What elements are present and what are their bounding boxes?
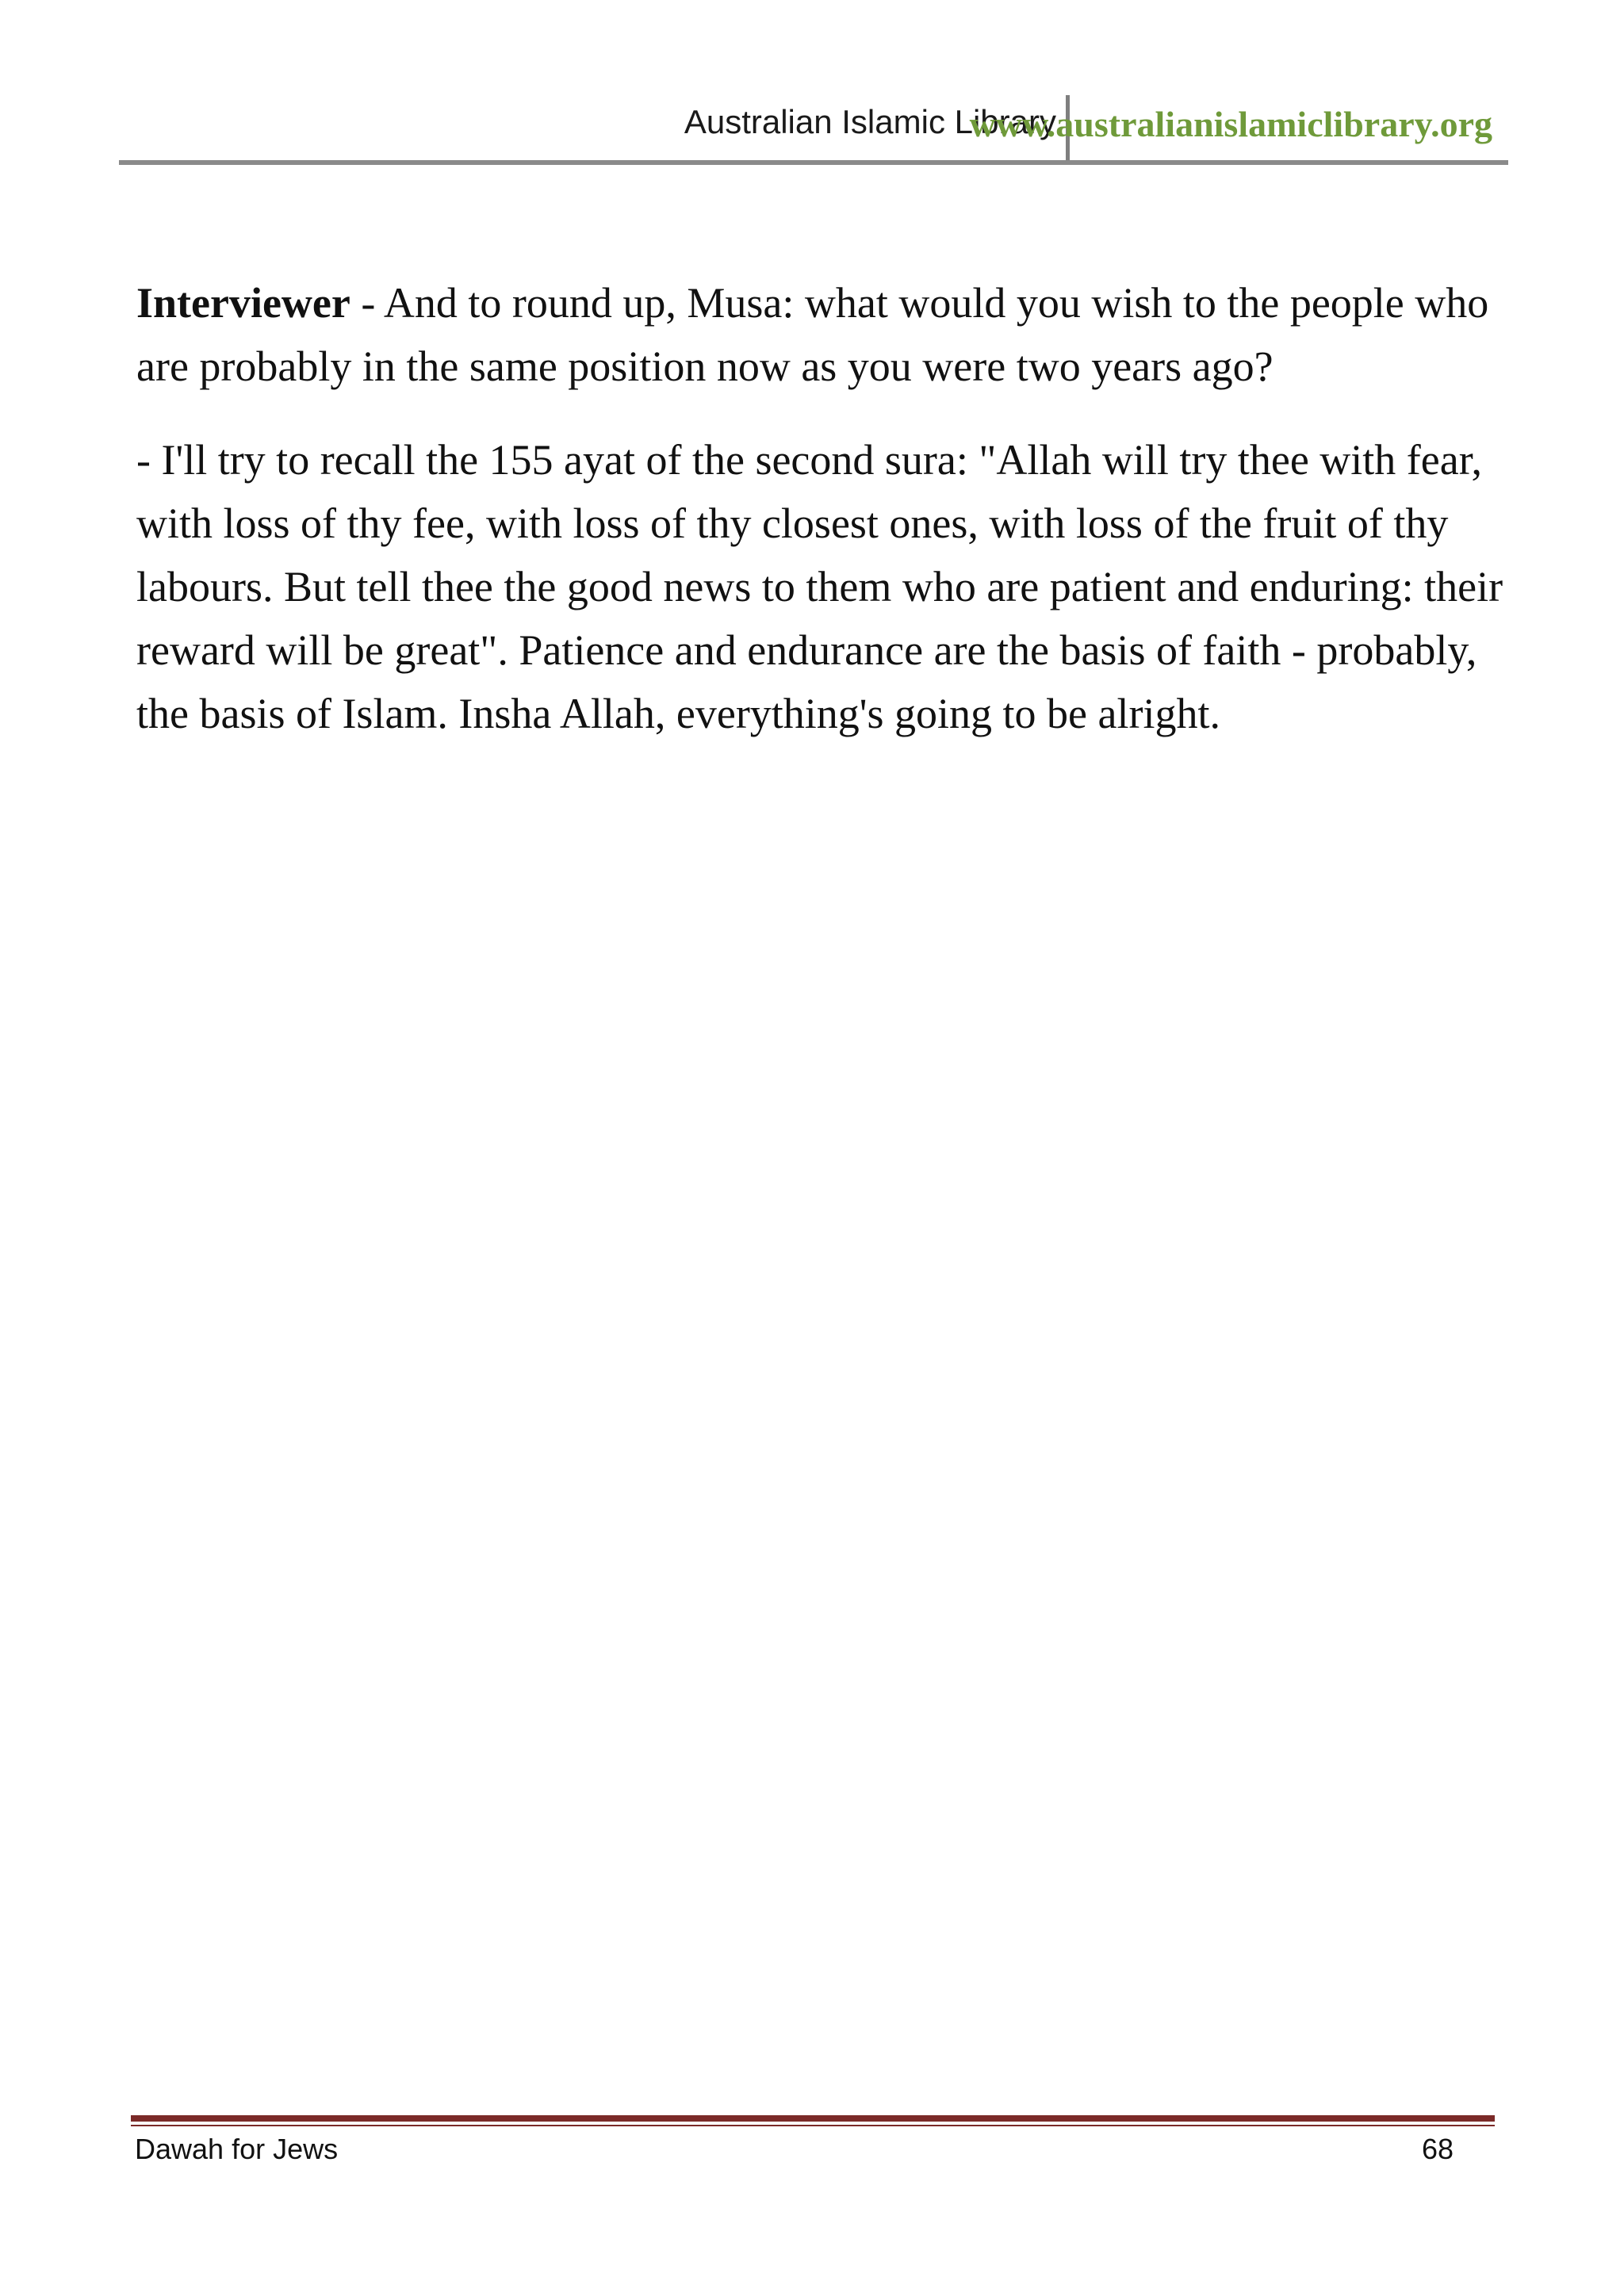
footer-page-number: 68: [1421, 2133, 1454, 2165]
interviewer-paragraph: [136, 271, 1508, 398]
footer-rule-thin: [131, 2125, 1495, 2126]
interviewer-question: - And to round up, Musa: what would you wish to the people who are probably in the same position now as you were two years ago?: [136, 279, 1489, 390]
header-library-title: Australian Islamic Library: [684, 103, 1056, 140]
page-header: [119, 95, 1508, 160]
page-content: [136, 271, 1508, 775]
speaker-label: Interviewer: [136, 279, 350, 327]
footer-rule-thick: [131, 2115, 1495, 2122]
header-website-url: www.australianislamiclibrary.org: [969, 104, 1492, 144]
header-rule: [119, 160, 1508, 165]
footer-book-title: Dawah for Jews: [135, 2133, 339, 2165]
answer-paragraph: - I'll try to recall the 155 ayat of the second sura: "Allah will try thee with fear, with loss of thy fee, with loss of thy closest ones, with loss of the fruit of thy labours. But tell thee the good news to them who are patient and enduring: their reward will be great". Patience and endurance are the basis of faith - probably, the basis of Islam. Insha Allah, everything's going to be alright.: [136, 436, 1503, 737]
